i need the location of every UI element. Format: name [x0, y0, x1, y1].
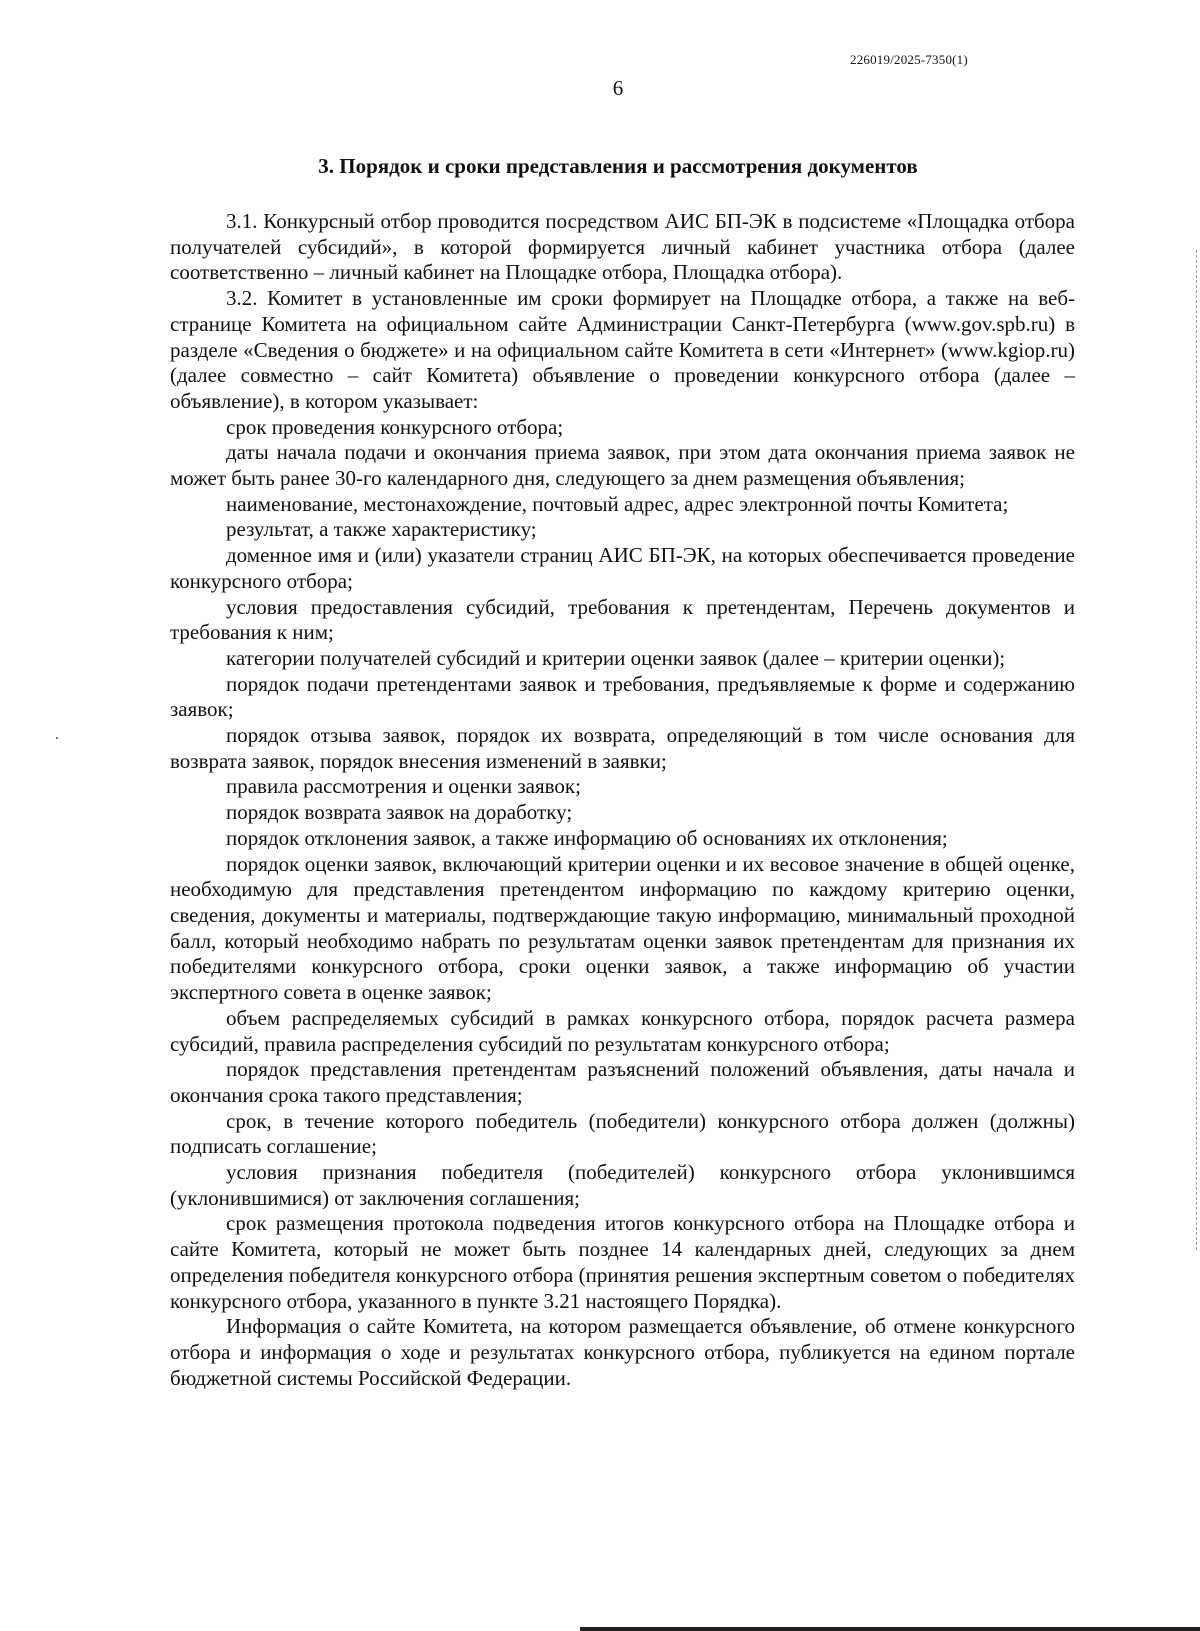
scan-bottom-edge	[580, 1627, 1200, 1631]
section-heading: 3. Порядок и сроки представления и рассмотрения документов	[318, 154, 918, 178]
list-item: порядок возврата заявок на доработку;	[226, 800, 573, 825]
list-item: срок проведения конкурсного отбора;	[226, 414, 564, 439]
list-item: доменное имя и (или) указатели страниц АИС БП-ЭК, на которых обеспечивается проведение конкурсного отбора;	[170, 543, 1075, 593]
list-item: наименование, местонахождение, почтовый адрес, адрес электронной почты Комитета;	[226, 491, 1009, 516]
scan-edge-mark	[1196, 250, 1200, 1250]
list-item: срок, в течение которого победитель (победители) конкурсного отбора должен (должны) подписать соглашение;	[170, 1108, 1075, 1159]
paragraph-3-2: 3.2. Комитет в установленные им сроки формирует на Площадке отбора, а также на веб-странице Комитета на официальном сайте Администрации Санкт-Петербурга (www.gov.spb.ru) в разделе «Сведения о бюджете» и на официальном сайте Комитета в сети «Интернет» (www.kgiop.ru) (далее совместно – сайт Комитета) объявление о проведении конкурсного отбора (далее – объявление), в котором указывает:	[170, 286, 1075, 413]
list-item: правила рассмотрения и оценки заявок;	[226, 774, 581, 799]
list-item: условия признания победителя (победителей) конкурсного отбора уклонившимся (уклонившимися) от заключения соглашения;	[170, 1160, 1075, 1210]
list-item: категории получателей субсидий и критерии оценки заявок (далее – критерии оценки);	[226, 645, 1006, 670]
closing-paragraph: Информация о сайте Комитета, на котором размещается объявление, об отмене конкурсного отбора и информация о ходе и результатах конкурсного отбора, публикуется на едином портале бюджетной системы Российской Федерации.	[170, 1314, 1075, 1390]
list-item: даты начала подачи и окончания приема заявок, при этом дата окончания приема заявок не может быть ранее 30-го календарного дня, следующего за днем размещения объявления;	[170, 440, 1075, 491]
list-item: порядок отзыва заявок, порядок их возврата, определяющий в том числе основания для возврата заявок, порядок внесения изменений в заявки;	[170, 723, 1075, 773]
scan-artifact-dot	[56, 737, 58, 739]
list-item: объем распределяемых субсидий в рамках конкурсного отбора, порядок расчета размера субсидий, правила распределения субсидий по результатам конкурсного отбора;	[170, 1005, 1075, 1056]
paragraph-3-1: 3.1. Конкурсный отбор проводится посредством АИС БП-ЭК в подсистеме «Площадка отбора получателей субсидий», в которой формируется личный кабинет участника отбора (далее соответственно – личный кабинет на Площадке отбора, Площадка отбора).	[170, 209, 1075, 285]
list-item: порядок представления претендентам разъяснений положений объявления, даты начала и окончания срока такого представления;	[170, 1057, 1075, 1107]
list-item: условия предоставления субсидий, требования к претендентам, Перечень документов и требования к ним;	[170, 594, 1075, 645]
list-item: срок размещения протокола подведения итогов конкурсного отбора на Площадке отбора и сайте Комитета, который не может быть позднее 14 календарных дней, следующих за днем определения победителя конкурсного отбора (принятия решения экспертным советом о победителях конкурсного отбора, указанного в пункте 3.21 настоящего Порядка).	[170, 1211, 1075, 1313]
page-number: 6	[612, 76, 624, 100]
list-item: порядок оценки заявок, включающий критерии оценки и их весовое значение в общей оценке, необходимую для представления претендентом информацию по каждому критерию оценки, сведения, документы и материалы, подтверждающие такую информацию, минимальный проходной балл, который необходимо набрать по результатам оценки заявок претендентам для признания их победителями конкурсного отбора, сроки оценки заявок, а также информацию об участии экспертного совета в оценке заявок;	[170, 851, 1075, 1005]
document-body	[170, 209, 1075, 1391]
document-registration-number: 226019/2025-7350(1)	[850, 52, 968, 67]
list-item: порядок подачи претендентами заявок и требования, предъявляемые к форме и содержанию заявок;	[170, 671, 1075, 722]
list-item: порядок отклонения заявок, а также информацию об основаниях их отклонения;	[226, 825, 948, 850]
list-item: результат, а также характеристику;	[226, 517, 537, 542]
